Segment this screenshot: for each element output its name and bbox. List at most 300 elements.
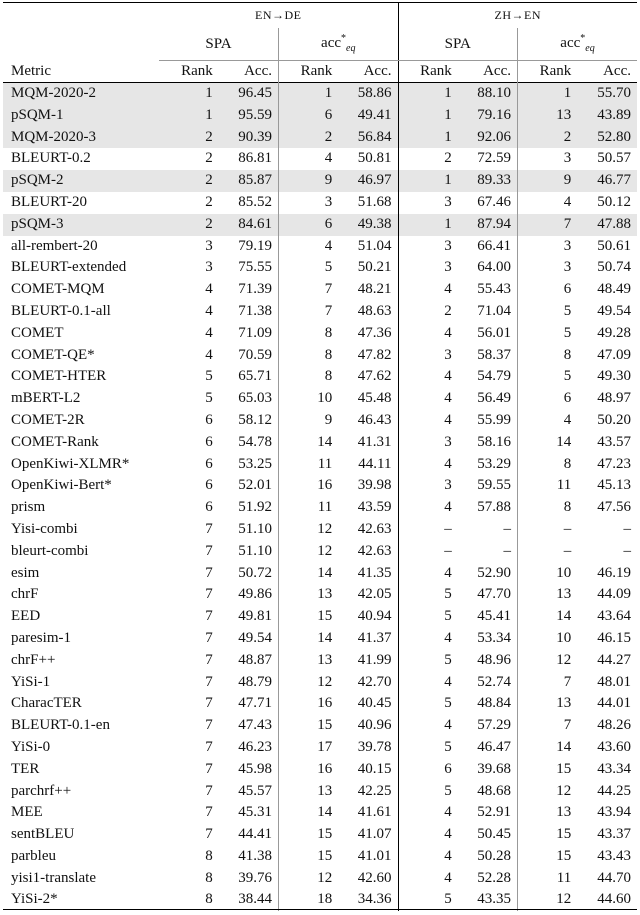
table-row bbox=[3, 889, 637, 911]
zh-en-spa-rank-cell: 4 bbox=[398, 715, 458, 737]
zh-en-acceq-rank-cell: 8 bbox=[518, 345, 578, 367]
en-de-acceq-rank-cell: 15 bbox=[279, 715, 339, 737]
en-de-spa-rank-cell: 6 bbox=[205, 433, 213, 450]
zh-en-spa-acc-cell: 53.29 bbox=[477, 455, 511, 472]
en-de-acceq-acc-cell: 48.63 bbox=[357, 302, 392, 319]
en-de-spa-acc-cell: 50.72 bbox=[238, 564, 272, 581]
zh-en-spa-acc-cell: 66.41 bbox=[477, 237, 511, 254]
table-row bbox=[3, 497, 637, 519]
table-row bbox=[3, 824, 637, 846]
en-de-acceq-rank-cell: 8 bbox=[279, 323, 339, 345]
header-blank bbox=[3, 2, 159, 28]
en-de-spa-acc-cell: 44.41 bbox=[238, 826, 272, 843]
metric-name-cell: esim bbox=[11, 564, 40, 581]
en-de-acceq-acc-cell: 41.61 bbox=[357, 804, 392, 821]
en-de-acceq-rank-cell: 15 bbox=[279, 606, 339, 628]
en-de-spa-rank-cell: 7 bbox=[205, 608, 213, 625]
zh-en-spa-acc-cell: 50.45 bbox=[477, 826, 511, 843]
table-row bbox=[3, 715, 637, 737]
header-rank: Rank bbox=[181, 63, 213, 79]
table-row bbox=[3, 519, 637, 541]
zh-en-acceq-rank-cell: 1 bbox=[518, 83, 578, 105]
zh-en-spa-rank-cell: 4 bbox=[398, 323, 458, 345]
en-de-spa-acc-cell: 51.92 bbox=[238, 499, 272, 516]
en-de-spa-rank-cell: 4 bbox=[205, 324, 213, 341]
en-de-acceq-acc-cell: 42.63 bbox=[357, 542, 392, 559]
zh-en-acceq-acc-cell: 45.13 bbox=[597, 477, 631, 494]
en-de-acceq-rank-cell: 16 bbox=[279, 693, 339, 715]
en-de-spa-rank-cell: 6 bbox=[205, 477, 213, 494]
zh-en-acceq-rank-cell: 15 bbox=[518, 846, 578, 868]
zh-en-acceq-rank-cell: 6 bbox=[518, 388, 578, 410]
en-de-acceq-rank-cell: 12 bbox=[279, 519, 339, 541]
zh-en-acceq-rank-cell: 14 bbox=[518, 737, 578, 759]
zh-en-acceq-acc-cell: 50.61 bbox=[597, 237, 631, 254]
table-row bbox=[3, 802, 637, 824]
zh-en-spa-acc-cell: 52.74 bbox=[477, 673, 511, 690]
en-de-spa-rank-cell: 6 bbox=[205, 455, 213, 472]
en-de-spa-rank-cell: 7 bbox=[205, 542, 213, 559]
en-de-acceq-acc-cell: 40.96 bbox=[357, 717, 392, 734]
zh-en-acceq-rank-cell: 13 bbox=[518, 584, 578, 606]
zh-en-spa-acc-cell: 55.43 bbox=[477, 281, 511, 298]
en-de-spa-rank-cell: 7 bbox=[205, 760, 213, 777]
en-de-spa-rank-cell: 4 bbox=[205, 346, 213, 363]
zh-en-spa-acc-cell: 72.59 bbox=[477, 150, 511, 167]
zh-en-spa-rank-cell: 1 bbox=[398, 105, 458, 127]
en-de-spa-acc-cell: 65.71 bbox=[238, 368, 272, 385]
zh-en-spa-rank-cell: 1 bbox=[398, 127, 458, 149]
zh-en-acceq-acc-cell: – bbox=[623, 542, 631, 559]
en-de-spa-rank-cell: 7 bbox=[205, 586, 213, 603]
zh-en-spa-rank-cell: 4 bbox=[398, 868, 458, 890]
en-de-acceq-rank-cell: 13 bbox=[279, 781, 339, 803]
en-de-spa-rank-cell: 7 bbox=[205, 782, 213, 799]
zh-en-acceq-acc-cell: 43.34 bbox=[597, 760, 631, 777]
zh-en-spa-acc-cell: 87.94 bbox=[458, 214, 518, 236]
table-row bbox=[3, 563, 637, 585]
zh-en-acceq-rank-cell: 11 bbox=[518, 868, 578, 890]
en-de-spa-acc-cell: 49.81 bbox=[238, 608, 272, 625]
zh-en-spa-acc-cell: 88.10 bbox=[458, 83, 518, 105]
en-de-spa-rank-cell: 2 bbox=[205, 193, 213, 210]
en-de-acceq-rank-cell: 12 bbox=[279, 541, 339, 563]
table-row bbox=[3, 366, 637, 388]
zh-en-spa-rank-cell: 2 bbox=[398, 301, 458, 323]
zh-en-spa-acc-cell: 79.16 bbox=[458, 105, 518, 127]
header-spa-en-de: SPA bbox=[159, 28, 279, 61]
en-de-spa-acc-cell: 41.38 bbox=[238, 847, 272, 864]
en-de-acceq-acc-cell: 49.41 bbox=[338, 105, 398, 127]
zh-en-spa-rank-cell: 4 bbox=[398, 279, 458, 301]
zh-en-acceq-acc-cell: 48.01 bbox=[597, 673, 631, 690]
metric-name-cell: BLEURT-extended bbox=[11, 259, 127, 276]
zh-en-spa-acc-cell: 54.79 bbox=[477, 368, 511, 385]
metric-name-cell: EED bbox=[11, 608, 41, 625]
zh-en-spa-acc-cell: – bbox=[503, 542, 511, 559]
header-acc: Acc. bbox=[244, 63, 272, 79]
en-de-acceq-acc-cell: 50.21 bbox=[357, 259, 392, 276]
zh-en-acceq-acc-cell: 44.70 bbox=[597, 869, 631, 886]
en-de-spa-acc-cell: 70.59 bbox=[238, 346, 272, 363]
metric-name-cell: COMET-Rank bbox=[11, 433, 99, 450]
en-de-spa-acc-cell: 39.76 bbox=[238, 869, 272, 886]
en-de-spa-acc-cell: 54.78 bbox=[238, 433, 272, 450]
zh-en-acceq-rank-cell: 10 bbox=[518, 628, 578, 650]
en-de-acceq-rank-cell: 14 bbox=[279, 628, 339, 650]
en-de-spa-acc-cell: 84.61 bbox=[219, 214, 279, 236]
metric-name-cell: MQM-2020-3 bbox=[3, 127, 159, 149]
zh-en-spa-acc-cell: 58.37 bbox=[477, 346, 511, 363]
en-de-acceq-rank-cell: 15 bbox=[279, 824, 339, 846]
zh-en-spa-acc-cell: 39.68 bbox=[477, 760, 511, 777]
metric-name-cell: pSQM-3 bbox=[3, 214, 159, 236]
en-de-spa-rank-cell: 5 bbox=[205, 368, 213, 385]
table-row bbox=[3, 323, 637, 345]
zh-en-acceq-rank-cell: 8 bbox=[518, 497, 578, 519]
zh-en-spa-rank-cell: 5 bbox=[398, 889, 458, 911]
header-column-row bbox=[3, 61, 637, 83]
zh-en-spa-rank-cell: 4 bbox=[398, 497, 458, 519]
en-de-spa-acc-cell: 85.87 bbox=[219, 170, 279, 192]
en-de-spa-rank-cell: 7 bbox=[205, 629, 213, 646]
en-de-acceq-acc-cell: 46.97 bbox=[338, 170, 398, 192]
en-de-spa-acc-cell: 51.10 bbox=[238, 542, 272, 559]
en-de-spa-rank-cell: 8 bbox=[205, 847, 213, 864]
zh-en-spa-rank-cell: 4 bbox=[398, 824, 458, 846]
zh-en-acceq-acc-cell: 50.74 bbox=[597, 259, 631, 276]
zh-en-acceq-rank-cell: 4 bbox=[518, 410, 578, 432]
en-de-spa-acc-cell: 86.81 bbox=[238, 150, 272, 167]
en-de-acceq-rank-cell: 18 bbox=[279, 889, 339, 911]
zh-en-spa-rank-cell: 4 bbox=[398, 802, 458, 824]
en-de-acceq-acc-cell: 42.70 bbox=[357, 673, 392, 690]
zh-en-acceq-rank-cell: 15 bbox=[518, 759, 578, 781]
metric-name-cell: BLEURT-0.1-all bbox=[11, 302, 111, 319]
en-de-acceq-rank-cell: 15 bbox=[279, 846, 339, 868]
en-de-acceq-rank-cell: 12 bbox=[279, 868, 339, 890]
table-row bbox=[3, 693, 637, 715]
en-de-spa-rank-cell: 1 bbox=[159, 105, 219, 127]
table-row bbox=[3, 759, 637, 781]
en-de-spa-rank-cell: 7 bbox=[205, 826, 213, 843]
metric-name-cell: BLEURT-0.1-en bbox=[11, 717, 110, 734]
zh-en-spa-acc-cell: 64.00 bbox=[477, 259, 511, 276]
header-acc: Acc. bbox=[603, 63, 631, 79]
zh-en-spa-rank-cell: 1 bbox=[398, 83, 458, 105]
metric-name-cell: chrF++ bbox=[11, 651, 56, 668]
zh-en-spa-acc-cell: 92.06 bbox=[458, 127, 518, 149]
zh-en-acceq-acc-cell: 50.57 bbox=[597, 150, 631, 167]
en-de-spa-rank-cell: 3 bbox=[205, 237, 213, 254]
en-de-acceq-acc-cell: 56.84 bbox=[338, 127, 398, 149]
metric-name-cell: bleurt-combi bbox=[11, 542, 89, 559]
table-body bbox=[3, 83, 637, 912]
acc-sub: eq bbox=[346, 43, 356, 54]
acc-sup: * bbox=[580, 33, 586, 44]
zh-en-spa-acc-cell: 52.28 bbox=[477, 869, 511, 886]
zh-en-acceq-rank-cell: 7 bbox=[518, 672, 578, 694]
en-de-spa-acc-cell: 52.01 bbox=[238, 477, 272, 494]
table-row bbox=[3, 279, 637, 301]
table-row bbox=[3, 432, 637, 454]
en-de-acceq-rank-cell: 3 bbox=[279, 192, 339, 214]
metric-name-cell: pSQM-2 bbox=[3, 170, 159, 192]
acc-sup: * bbox=[341, 33, 347, 44]
en-de-acceq-acc-cell: 47.36 bbox=[357, 324, 392, 341]
en-de-acceq-acc-cell: 34.36 bbox=[357, 891, 392, 908]
zh-en-acceq-rank-cell: 2 bbox=[518, 127, 578, 149]
en-de-acceq-acc-cell: 44.11 bbox=[358, 455, 392, 472]
metric-name-cell: MQM-2020-2 bbox=[3, 83, 159, 105]
zh-en-spa-rank-cell: 1 bbox=[398, 170, 458, 192]
table-row bbox=[3, 388, 637, 410]
en-de-spa-rank-cell: 4 bbox=[205, 281, 213, 298]
zh-en-acceq-rank-cell: 15 bbox=[518, 824, 578, 846]
metric-name-cell: chrF bbox=[11, 586, 39, 603]
en-de-acceq-acc-cell: 42.60 bbox=[357, 869, 392, 886]
zh-en-acceq-acc-cell: 43.64 bbox=[597, 608, 631, 625]
zh-en-acceq-rank-cell: 3 bbox=[518, 236, 578, 258]
header-rank: Rank bbox=[398, 61, 458, 83]
zh-en-spa-rank-cell: 3 bbox=[398, 236, 458, 258]
zh-en-spa-rank-cell: 5 bbox=[398, 781, 458, 803]
en-de-acceq-rank-cell: 7 bbox=[279, 301, 339, 323]
en-de-acceq-acc-cell: 47.82 bbox=[357, 346, 392, 363]
zh-en-spa-acc-cell: 46.47 bbox=[477, 738, 511, 755]
zh-en-acceq-acc-cell: 44.25 bbox=[597, 782, 631, 799]
metric-name-cell: COMET-QE* bbox=[11, 346, 95, 363]
metric-name-cell: YiSi-1 bbox=[11, 673, 51, 690]
header-spa-zh-en: SPA bbox=[398, 28, 518, 61]
table-row bbox=[3, 868, 637, 890]
table-row bbox=[3, 606, 637, 628]
zh-en-acceq-acc-cell: 50.20 bbox=[597, 411, 631, 428]
en-de-spa-acc-cell: 51.10 bbox=[238, 520, 272, 537]
zh-en-acceq-acc-cell: 48.49 bbox=[597, 281, 631, 298]
zh-en-acceq-rank-cell: 14 bbox=[518, 606, 578, 628]
en-de-acceq-acc-cell: 39.98 bbox=[357, 477, 392, 494]
en-de-acceq-rank-cell: 11 bbox=[279, 497, 339, 519]
header-acc: Acc. bbox=[483, 63, 511, 79]
zh-en-acceq-acc-cell: 49.30 bbox=[597, 368, 631, 385]
zh-en-spa-rank-cell: 5 bbox=[398, 650, 458, 672]
en-de-acceq-rank-cell: 7 bbox=[279, 279, 339, 301]
zh-en-acceq-acc-cell: 43.37 bbox=[597, 826, 631, 843]
zh-en-acceq-rank-cell: 5 bbox=[518, 366, 578, 388]
zh-en-spa-acc-cell: 43.35 bbox=[477, 891, 511, 908]
en-de-spa-acc-cell: 45.98 bbox=[238, 760, 272, 777]
table-row bbox=[3, 846, 637, 868]
en-de-acceq-acc-cell: 41.35 bbox=[357, 564, 392, 581]
en-de-spa-rank-cell: 2 bbox=[159, 127, 219, 149]
table-row bbox=[3, 737, 637, 759]
en-de-acceq-rank-cell: 13 bbox=[279, 584, 339, 606]
en-de-acceq-acc-cell: 41.07 bbox=[357, 826, 392, 843]
en-de-acceq-acc-cell: 42.63 bbox=[357, 520, 392, 537]
en-de-spa-rank-cell: 5 bbox=[205, 390, 213, 407]
en-de-spa-rank-cell: 2 bbox=[205, 150, 213, 167]
table-row bbox=[3, 192, 637, 214]
en-de-spa-acc-cell: 71.38 bbox=[238, 302, 272, 319]
en-de-acceq-acc-cell: 50.81 bbox=[357, 150, 392, 167]
en-de-acceq-rank-cell: 5 bbox=[279, 257, 339, 279]
en-de-spa-rank-cell: 7 bbox=[205, 804, 213, 821]
table-row bbox=[3, 236, 637, 258]
header-measure-row bbox=[3, 28, 637, 61]
en-de-acceq-acc-cell: 42.05 bbox=[357, 586, 392, 603]
zh-en-acceq-rank-cell: 4 bbox=[518, 192, 578, 214]
zh-en-acceq-acc-cell: 44.60 bbox=[597, 891, 631, 908]
zh-en-spa-acc-cell: 67.46 bbox=[477, 193, 511, 210]
zh-en-acceq-rank-cell: 12 bbox=[518, 781, 578, 803]
table-row bbox=[3, 628, 637, 650]
en-de-spa-acc-cell: 71.09 bbox=[238, 324, 272, 341]
table-row bbox=[3, 170, 637, 192]
zh-en-acceq-acc-cell: 50.12 bbox=[597, 193, 631, 210]
en-de-spa-acc-cell: 45.57 bbox=[238, 782, 272, 799]
zh-en-spa-acc-cell: 48.68 bbox=[477, 782, 511, 799]
en-de-spa-acc-cell: 47.71 bbox=[238, 695, 272, 712]
table-row bbox=[3, 650, 637, 672]
zh-en-acceq-rank-cell: 5 bbox=[518, 323, 578, 345]
en-de-spa-rank-cell: 6 bbox=[205, 499, 213, 516]
table-row bbox=[3, 257, 637, 279]
en-de-acceq-rank-cell: 16 bbox=[279, 759, 339, 781]
en-de-acceq-rank-cell: 14 bbox=[279, 432, 339, 454]
table-row bbox=[3, 781, 637, 803]
zh-en-acceq-acc-cell: 44.09 bbox=[597, 586, 631, 603]
zh-en-acceq-acc-cell: 44.01 bbox=[597, 695, 631, 712]
zh-en-acceq-rank-cell: 12 bbox=[518, 889, 578, 911]
metric-name-cell: sentBLEU bbox=[11, 826, 75, 843]
en-de-acceq-acc-cell: 51.68 bbox=[357, 193, 392, 210]
zh-en-acceq-acc-cell: 48.26 bbox=[597, 717, 631, 734]
zh-en-spa-rank-cell: 4 bbox=[398, 454, 458, 476]
metric-name-cell: OpenKiwi-XLMR* bbox=[11, 455, 130, 472]
zh-en-spa-rank-cell: 4 bbox=[398, 672, 458, 694]
en-de-acceq-rank-cell: 4 bbox=[279, 236, 339, 258]
en-de-acceq-acc-cell: 47.62 bbox=[357, 368, 392, 385]
zh-en-spa-rank-cell: 3 bbox=[398, 475, 458, 497]
acc-sub: eq bbox=[585, 43, 595, 54]
zh-en-spa-rank-cell: 4 bbox=[398, 366, 458, 388]
zh-en-spa-acc-cell: 52.90 bbox=[477, 564, 511, 581]
en-de-spa-acc-cell: 48.79 bbox=[238, 673, 272, 690]
en-de-spa-rank-cell: 8 bbox=[205, 869, 213, 886]
en-de-spa-acc-cell: 71.39 bbox=[238, 281, 272, 298]
zh-en-acceq-rank-cell: 7 bbox=[518, 715, 578, 737]
zh-en-spa-rank-cell: 3 bbox=[398, 345, 458, 367]
zh-en-acceq-acc-cell: 52.80 bbox=[577, 127, 637, 149]
metric-name-cell: OpenKiwi-Bert* bbox=[11, 477, 112, 494]
header-rank: Rank bbox=[518, 61, 578, 83]
table-row bbox=[3, 475, 637, 497]
zh-en-spa-rank-cell: 5 bbox=[398, 693, 458, 715]
zh-en-spa-acc-cell: 45.41 bbox=[477, 608, 511, 625]
en-de-acceq-rank-cell: 1 bbox=[279, 83, 339, 105]
zh-en-acceq-rank-cell: 11 bbox=[518, 475, 578, 497]
zh-en-acceq-acc-cell: 43.60 bbox=[597, 738, 631, 755]
header-rank: Rank bbox=[279, 61, 339, 83]
en-de-acceq-acc-cell: 49.38 bbox=[338, 214, 398, 236]
zh-en-spa-acc-cell: 53.34 bbox=[477, 629, 511, 646]
zh-en-spa-acc-cell: 47.70 bbox=[477, 586, 511, 603]
en-de-spa-acc-cell: 48.87 bbox=[238, 651, 272, 668]
en-de-spa-rank-cell: 3 bbox=[205, 259, 213, 276]
metric-name-cell: TER bbox=[11, 760, 40, 777]
header-acc-en-de bbox=[279, 28, 399, 61]
en-de-acceq-acc-cell: 46.43 bbox=[357, 411, 392, 428]
table-row bbox=[3, 83, 637, 105]
metric-name-cell: COMET-HTER bbox=[11, 368, 107, 385]
en-de-spa-acc-cell: 49.86 bbox=[238, 586, 272, 603]
en-de-acceq-rank-cell: 11 bbox=[279, 454, 339, 476]
en-de-acceq-acc-cell: 41.01 bbox=[357, 847, 392, 864]
en-de-spa-rank-cell: 6 bbox=[205, 411, 213, 428]
en-de-spa-acc-cell: 47.43 bbox=[238, 717, 272, 734]
zh-en-acceq-rank-cell: 3 bbox=[518, 148, 578, 170]
en-de-acceq-rank-cell: 14 bbox=[279, 563, 339, 585]
zh-en-spa-acc-cell: 56.01 bbox=[477, 324, 511, 341]
metric-name-cell: COMET-2R bbox=[11, 411, 85, 428]
en-de-acceq-rank-cell: 9 bbox=[279, 170, 339, 192]
header-group-zh-en: ZH→EN bbox=[398, 2, 637, 28]
header-language-row bbox=[3, 2, 637, 28]
en-de-spa-rank-cell: 7 bbox=[205, 717, 213, 734]
table-row bbox=[3, 345, 637, 367]
zh-en-acceq-rank-cell: 6 bbox=[518, 279, 578, 301]
zh-en-spa-rank-cell: – bbox=[398, 541, 458, 563]
table-row bbox=[3, 541, 637, 563]
en-de-spa-acc-cell: 53.25 bbox=[238, 455, 272, 472]
zh-en-acceq-rank-cell: 3 bbox=[518, 257, 578, 279]
en-de-acceq-acc-cell: 40.15 bbox=[357, 760, 392, 777]
zh-en-acceq-acc-cell: 46.77 bbox=[577, 170, 637, 192]
en-de-acceq-acc-cell: 41.31 bbox=[357, 433, 392, 450]
en-de-spa-acc-cell: 79.19 bbox=[238, 237, 272, 254]
zh-en-spa-rank-cell: 4 bbox=[398, 846, 458, 868]
en-de-acceq-rank-cell: 6 bbox=[279, 214, 339, 236]
zh-en-acceq-rank-cell: 7 bbox=[518, 214, 578, 236]
en-de-spa-rank-cell: 1 bbox=[159, 83, 219, 105]
metric-name-cell: CharacTER bbox=[11, 695, 82, 712]
en-de-spa-acc-cell: 96.45 bbox=[219, 83, 279, 105]
header-group-en-de: EN→DE bbox=[255, 8, 302, 22]
metric-name-cell: prism bbox=[11, 499, 46, 516]
en-de-acceq-acc-cell: 41.37 bbox=[357, 629, 392, 646]
zh-en-spa-rank-cell: 2 bbox=[398, 148, 458, 170]
zh-en-spa-acc-cell: 57.88 bbox=[477, 499, 511, 516]
acc-symbol: acc bbox=[560, 35, 581, 51]
header-metric: Metric bbox=[11, 62, 51, 79]
metric-name-cell: YiSi-0 bbox=[11, 738, 51, 755]
zh-en-acceq-acc-cell: 43.43 bbox=[597, 847, 631, 864]
metric-results-table bbox=[3, 2, 637, 911]
zh-en-spa-rank-cell: 4 bbox=[398, 410, 458, 432]
zh-en-acceq-acc-cell: 49.54 bbox=[597, 302, 631, 319]
metric-name-cell: mBERT-L2 bbox=[11, 390, 81, 407]
en-de-spa-acc-cell: 49.54 bbox=[238, 629, 272, 646]
zh-en-spa-acc-cell: 50.28 bbox=[477, 847, 511, 864]
en-de-acceq-rank-cell: 14 bbox=[279, 802, 339, 824]
zh-en-spa-rank-cell: 3 bbox=[398, 192, 458, 214]
zh-en-acceq-rank-cell: 9 bbox=[518, 170, 578, 192]
zh-en-acceq-acc-cell: 43.89 bbox=[577, 105, 637, 127]
en-de-spa-acc-cell: 45.31 bbox=[238, 804, 272, 821]
table-row bbox=[3, 148, 637, 170]
metric-name-cell: BLEURT-20 bbox=[11, 193, 88, 210]
